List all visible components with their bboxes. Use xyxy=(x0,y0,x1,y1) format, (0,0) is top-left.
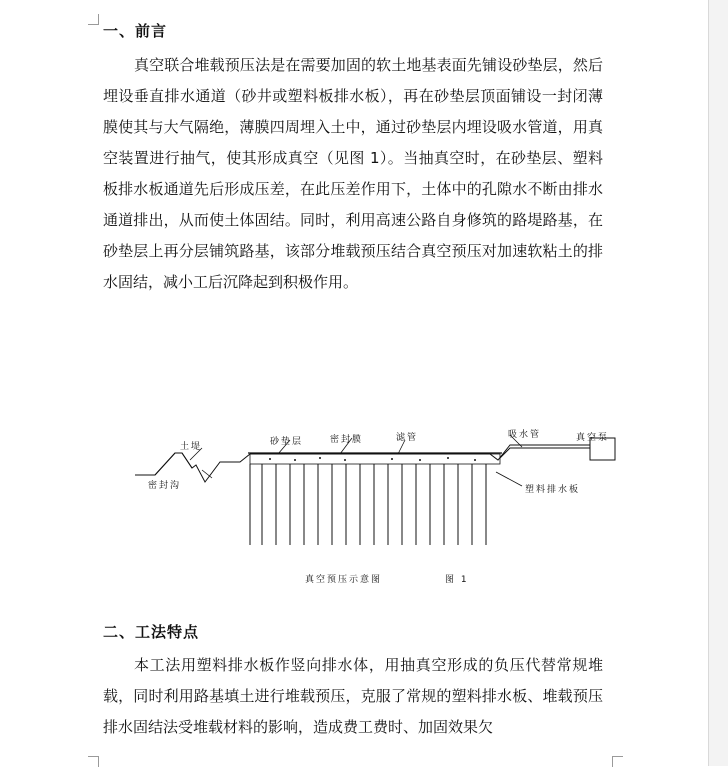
preface-paragraph: 真空联合堆载预压法是在需要加固的软土地基表面先铺设砂垫层，然后埋设垂直排水通道（砂井或塑料板排水板），再在砂垫层顶面铺设一封闭薄膜使其与大气隔绝，薄膜四周埋入土中，通过砂垫层内埋设吸水管道，用真空装置进行抽气，使其形成真空（见图 1）。当抽真空时，在砂垫层、塑料板排水板通道先后形成压差，在此压差作用下，土体中的孔隙水不断由排水通道排出，从而使土体固结。同时，利用高速公路自身修筑的路堤路基，在砂垫层上再分层铺筑路基，该部分堆载预压结合真空预压对加速软粘土的排水固结，减小工后沉降起到积极作用。 xyxy=(103,56,603,291)
label-sealing-membrane: 密封膜 xyxy=(330,435,364,445)
section-heading-preface: 一、前言 xyxy=(103,22,168,40)
page-right-margin xyxy=(708,0,728,766)
label-vacuum-pump: 真空泵 xyxy=(576,433,610,443)
embankment-shape xyxy=(155,453,192,475)
margin-corner-mark xyxy=(88,14,99,25)
label-embankment: 土堤 xyxy=(180,442,203,452)
label-plastic-drain-board: 塑料排水板 xyxy=(525,485,581,495)
ground-profile xyxy=(135,445,615,482)
sand-dots xyxy=(269,457,476,461)
plastic-drain-boards xyxy=(250,464,486,545)
features-paragraph: 本工法用塑料排水板作竖向排水体，用抽真空形成的负压代替常规堆载，同时利用路基填土进行堆载预压，克服了常规的塑料排水板、堆载预压排水固结法受堆载材料的影响，造成费工费时、加固效果欠 xyxy=(103,656,603,736)
figure-number: 图 1 xyxy=(445,575,469,585)
label-filter-pipe: 滤管 xyxy=(396,433,419,443)
vacuum-preloading-diagram xyxy=(130,420,630,600)
margin-corner-mark xyxy=(88,756,99,767)
sand-cushion-layer xyxy=(250,454,500,464)
suction-pipe-line xyxy=(500,448,590,458)
label-sand-cushion: 砂垫层 xyxy=(270,437,304,447)
label-suction-pipe: 吸水管 xyxy=(508,430,542,440)
margin-corner-mark xyxy=(612,756,623,767)
label-sealing-ditch: 密封沟 xyxy=(148,481,182,491)
section-heading-features: 二、工法特点 xyxy=(103,623,200,641)
figure-caption: 真空预压示意图 xyxy=(305,575,383,585)
